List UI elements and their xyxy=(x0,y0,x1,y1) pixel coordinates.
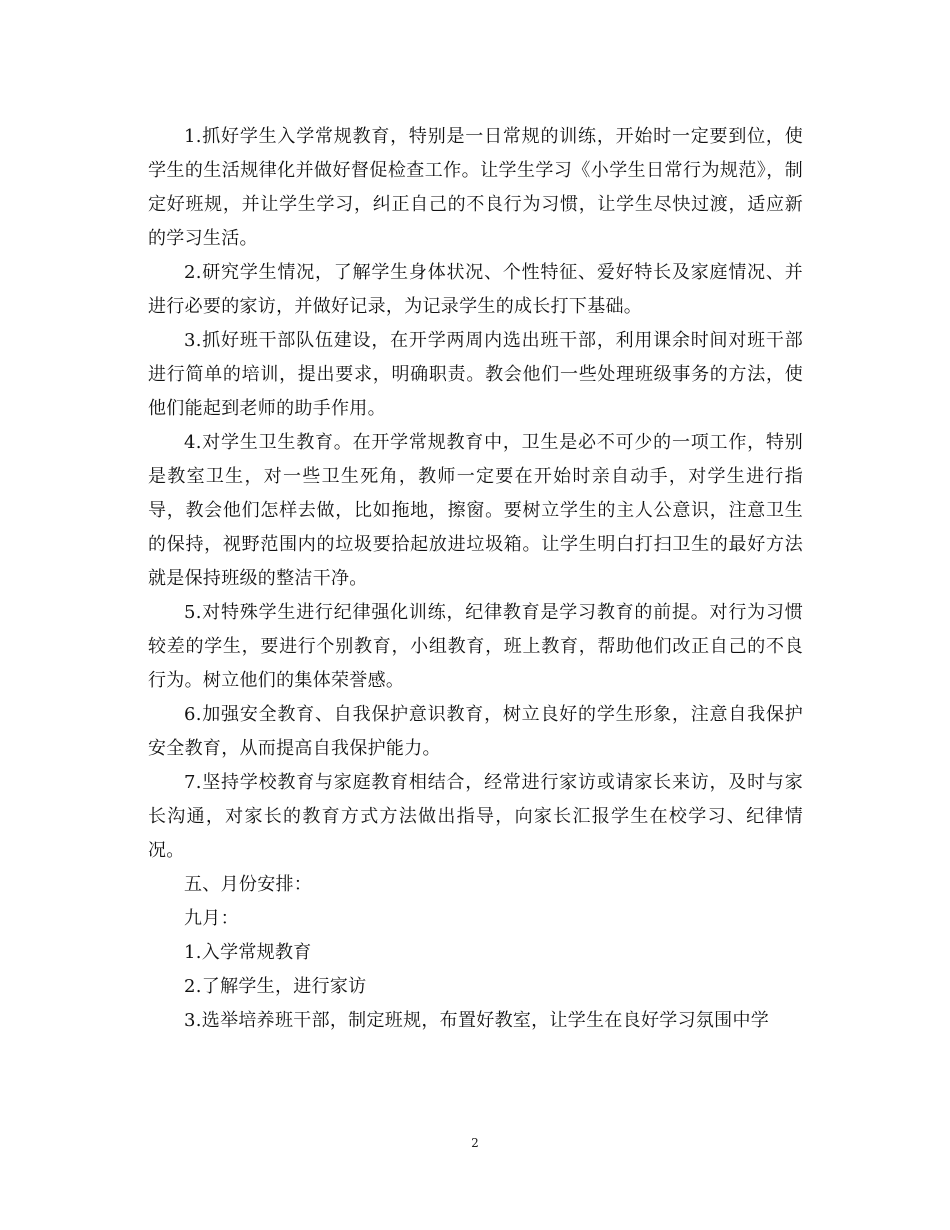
paragraph-item-5: 5.对特殊学生进行纪律强化训练，纪律教育是学习教育的前提。对行为习惯较差的学生，要进行个别教育，小组教育，班上教育，帮助他们改正自己的不良行为。树立他们的集体荣誉感。 xyxy=(148,602,803,691)
list-item-3: 3.选举培养班干部，制定班规，布置好教室，让学生在良好学习氛围中学 xyxy=(184,1010,770,1031)
paragraph-item-2: 2.研究学生情况，了解学生身体状况、个性特征、爱好特长及家庭情况、并进行必要的家访，并做好记录，为记录学生的成长打下基础。 xyxy=(148,262,803,317)
paragraph-item-1: 1.抓好学生入学常规教育，特别是一日常规的训练，开始时一定要到位，使学生的生活规律化并做好督促检查工作。让学生学习《小学生日常行为规范》，制定好班规，并让学生学习，纠正自己的不良行为习惯，让学生尽快过渡，适应新的学习生活。 xyxy=(148,126,803,249)
document-body xyxy=(148,120,803,1038)
list-item-2: 2.了解学生，进行家访 xyxy=(184,976,367,997)
month-heading-september: 九月： xyxy=(184,908,239,929)
paragraph-item-3: 3.抓好班干部队伍建设，在开学两周内选出班干部，利用课余时间对班干部进行简单的培训，提出要求，明确职责。教会他们一些处理班级事务的方法，使他们能起到老师的助手作用。 xyxy=(148,330,803,419)
page-number: 2 xyxy=(471,1136,479,1150)
paragraph-item-4: 4.对学生卫生教育。在开学常规教育中，卫生是必不可少的一项工作，特别是教室卫生，对一些卫生死角，教师一定要在开始时亲自动手，对学生进行指导，教会他们怎样去做，比如拖地，擦窗。要树立学生的主人公意识，注意卫生的保持，视野范围内的垃圾要拾起放进垃圾箱。让学生明白打扫卫生的最好方法就是保持班级的整洁干净。 xyxy=(148,432,803,589)
paragraph-item-7: 7.坚持学校教育与家庭教育相结合，经常进行家访或请家长来访，及时与家长沟通，对家长的教育方式方法做出指导，向家长汇报学生在校学习、纪律情况。 xyxy=(148,772,803,861)
section-heading-monthly-plan: 五、月份安排： xyxy=(184,874,313,895)
paragraph-item-6: 6.加强安全教育、自我保护意识教育，树立良好的学生形象，注意自我保护安全教育，从而提高自我保护能力。 xyxy=(148,704,803,759)
list-item-1: 1.入学常规教育 xyxy=(184,942,312,963)
